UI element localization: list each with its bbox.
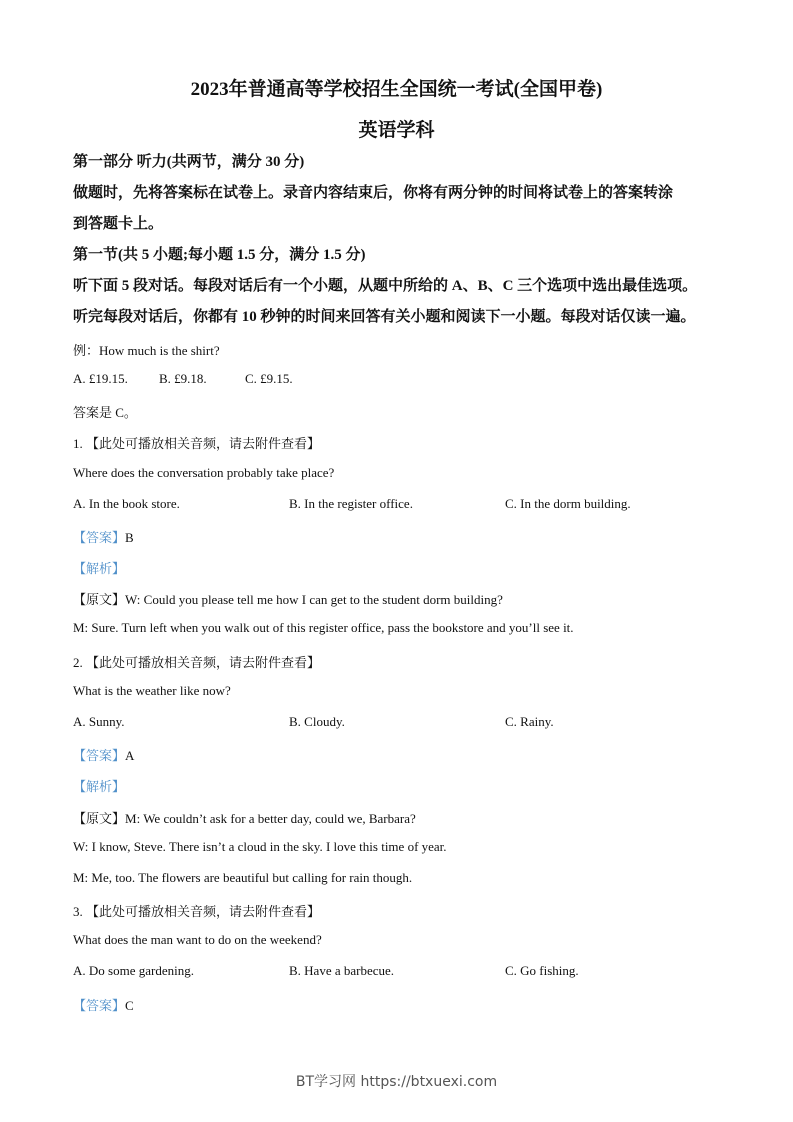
q1-option-a: A. In the book store. <box>73 496 180 511</box>
q3-option-b: B. Have a barbecue. <box>289 963 395 978</box>
q2-transcript-line-2: W: I know, Steve. There isn’t a cloud in the sky. I love this time of year. <box>73 839 447 854</box>
example-option-a: A. £19.15. <box>73 371 128 386</box>
section-instructions-line-1: 听下面 5 段对话。每段对话后有一个小题，从题中所给的 A、B、C 三个选项中选出最佳选项。 <box>73 278 698 294</box>
q1-analysis-label: 【解析】 <box>73 561 126 576</box>
q3-audio-note: 3. 【此处可播放相关音频，请去附件查看】 <box>73 904 321 919</box>
q2-transcript-line-1 <box>73 808 416 827</box>
instructions-line-1: 做题时，先将答案标在试卷上。录音内容结束后，你将有两分钟的时间将试卷上的答案转涂 <box>73 185 674 201</box>
q2-option-a: A. Sunny. <box>73 714 125 729</box>
answer-value: C <box>125 998 134 1013</box>
answer-value: A <box>125 748 135 763</box>
q2-audio-note: 2. 【此处可播放相关音频，请去附件查看】 <box>73 655 321 670</box>
answer-label: 【答案】 <box>73 748 126 763</box>
q3-option-c: C. Go fishing. <box>505 963 579 978</box>
page-subtitle: 英语学科 <box>358 120 435 141</box>
page-title: 2023年普通高等学校招生全国统一考试(全国甲卷) <box>190 79 603 100</box>
answer-value: B <box>125 530 134 545</box>
q2-transcript-line-3: M: Me, too. The flowers are beautiful but calling for rain though. <box>73 870 413 885</box>
example-question: 例：How much is the shirt? <box>73 343 220 358</box>
q2-option-c: C. Rainy. <box>505 714 554 729</box>
example-option-b: B. £9.18. <box>159 371 207 386</box>
q3-option-a: A. Do some gardening. <box>73 963 194 978</box>
q2-analysis-label: 【解析】 <box>73 779 126 794</box>
q1-transcript-line-2: M: Sure. Turn left when you walk out of this register office, pass the bookstore and you’ll see it. <box>73 620 574 635</box>
q2-answer <box>73 745 134 764</box>
q3-question: What does the man want to do on the weekend? <box>73 932 322 947</box>
transcript-text: M: We couldn’t ask for a better day, could we, Barbara? <box>125 811 416 826</box>
transcript-text: W: Could you please tell me how I can get to the student dorm building? <box>125 592 503 607</box>
transcript-label: 【原文】 <box>73 592 126 607</box>
answer-label: 【答案】 <box>73 998 126 1013</box>
example-answer: 答案是 C。 <box>73 405 137 420</box>
q2-option-b: B. Cloudy. <box>289 714 345 729</box>
answer-label: 【答案】 <box>73 530 126 545</box>
q1-audio-note: 1. 【此处可播放相关音频，请去附件查看】 <box>73 436 321 451</box>
section-instructions-line-2: 听完每段对话后，你都有 10 秒钟的时间来回答有关小题和阅读下一小题。每段对话仅读一遍。 <box>73 309 696 325</box>
q1-answer <box>73 527 134 546</box>
transcript-label: 【原文】 <box>73 811 126 826</box>
section-heading: 第一节(共 5 小题;每小题 1.5 分，满分 1.5 分) <box>73 247 366 263</box>
q1-option-c: C. In the dorm building. <box>505 496 631 511</box>
instructions-line-2: 到答题卡上。 <box>73 216 164 232</box>
example-option-c: C. £9.15. <box>245 371 293 386</box>
footer-watermark: BT学习网 https://btxuexi.com <box>295 1074 498 1090</box>
q1-transcript-line-1 <box>73 589 503 608</box>
part-heading: 第一部分 听力(共两节，满分 30 分) <box>73 154 305 170</box>
q2-question: What is the weather like now? <box>73 683 231 698</box>
q1-question: Where does the conversation probably take place? <box>73 465 335 480</box>
q3-answer <box>73 995 134 1014</box>
q1-option-b: B. In the register office. <box>289 496 413 511</box>
